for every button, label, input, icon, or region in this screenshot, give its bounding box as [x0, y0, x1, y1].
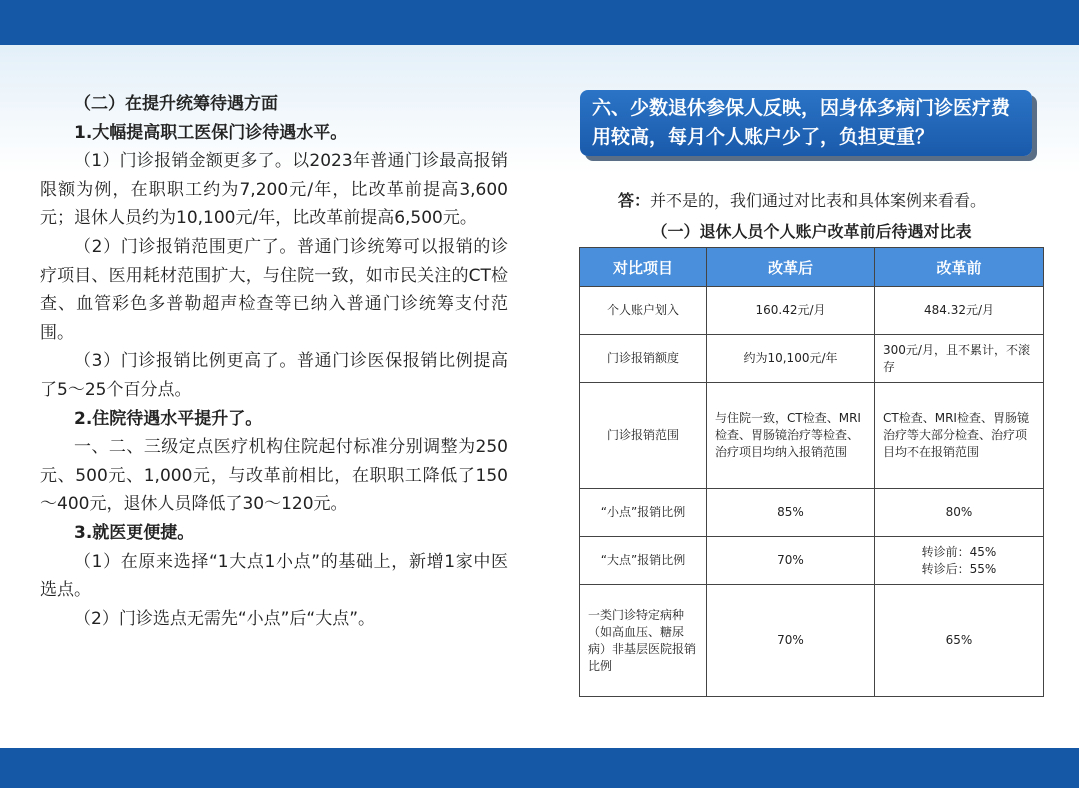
cell-before: 80%	[875, 489, 1044, 537]
table-row	[580, 489, 1044, 537]
answer-label: 答：	[618, 191, 651, 210]
table-row	[580, 383, 1044, 489]
row-label: “大点”报销比例	[580, 537, 707, 585]
row-label: 个人账户划入	[580, 287, 707, 335]
header-item: 对比项目	[580, 248, 707, 287]
paragraph-5: （1）在原来选择“1大点1小点”的基础上，新增1家中医选点。	[40, 551, 508, 601]
row-label: 门诊报销额度	[580, 335, 707, 383]
paragraph-4: 一、二、三级定点医疗机构住院起付标准分别调整为250元、500元、1,000元，与改革前相比，在职职工降低了150～400元，退休人员降低了30～120元。	[40, 437, 508, 515]
left-column	[40, 90, 508, 633]
top-banner	[0, 0, 1079, 45]
paragraph-2: （2）门诊报销范围更广了。普通门诊统筹可以报销的诊疗项目、医用耗材范围扩大，与住院一致，如市民关注的CT检查、血管彩色多普勒超声检查等已纳入普通门诊统筹支付范围。	[40, 236, 508, 343]
table-row	[580, 335, 1044, 383]
cell-before: 65%	[875, 585, 1044, 697]
section-heading: （二）在提升统筹待遇方面	[74, 94, 278, 114]
cell-before: CT检查、MRI检查、胃肠镜治疗等大部分检查、治疗项目均不在报销范围	[875, 383, 1044, 489]
table-row	[580, 537, 1044, 585]
paragraph-3: （3）门诊报销比例更高了。普通门诊医保报销比例提高了5～25个百分点。	[40, 351, 508, 400]
paragraph-1: （1）门诊报销金额更多了。以2023年普通门诊最高报销限额为例，在职职工约为7,200元/年，比改革前提高3,600元；退休人员约为10,100元/年，比改革前提高6,500元。	[40, 151, 508, 229]
comparison-table	[579, 247, 1044, 697]
table-title: （一）退休人员个人账户改革前后待遇对比表	[651, 222, 972, 241]
cell-after: 70%	[707, 585, 875, 697]
cell-after: 与住院一致，CT检查、MRI检查、胃肠镜治疗等检查、治疗项目均纳入报销范围	[707, 383, 875, 489]
answer-text: 并不是的，我们通过对比表和具体案例来看看。	[650, 191, 987, 210]
subheading-1: 1.大幅提高职工医保门诊待遇水平。	[74, 122, 348, 143]
table-row	[580, 585, 1044, 697]
question-box: 六、少数退休参保人反映，因身体多病门诊医疗费用较高，每月个人账户少了，负担更重？	[580, 90, 1032, 156]
cell-before: 484.32元/月	[875, 287, 1044, 335]
cell-before: 转诊前：45% 转诊后：55%	[875, 537, 1044, 585]
table-header-row	[580, 248, 1044, 287]
cell-after: 160.42元/月	[707, 287, 875, 335]
cell-after: 70%	[707, 537, 875, 585]
row-label: 一类门诊特定病种（如高血压、糖尿病）非基层医院报销比例	[580, 585, 707, 697]
table-row	[580, 287, 1044, 335]
header-before: 改革前	[875, 248, 1044, 287]
row-label: 门诊报销范围	[580, 383, 707, 489]
header-after: 改革后	[707, 248, 875, 287]
subheading-2: 2.住院待遇水平提升了。	[74, 408, 263, 429]
cell-after: 约为10,100元/年	[707, 335, 875, 383]
row-label: “小点”报销比例	[580, 489, 707, 537]
paragraph-6: （2）门诊选点无需先“小点”后“大点”。	[74, 608, 376, 629]
cell-before: 300元/月，且不累计，不滚存	[875, 335, 1044, 383]
answer-line	[618, 188, 1038, 211]
cell-after: 85%	[707, 489, 875, 537]
subheading-3: 3.就医更便捷。	[74, 522, 195, 543]
bottom-banner	[0, 748, 1079, 788]
